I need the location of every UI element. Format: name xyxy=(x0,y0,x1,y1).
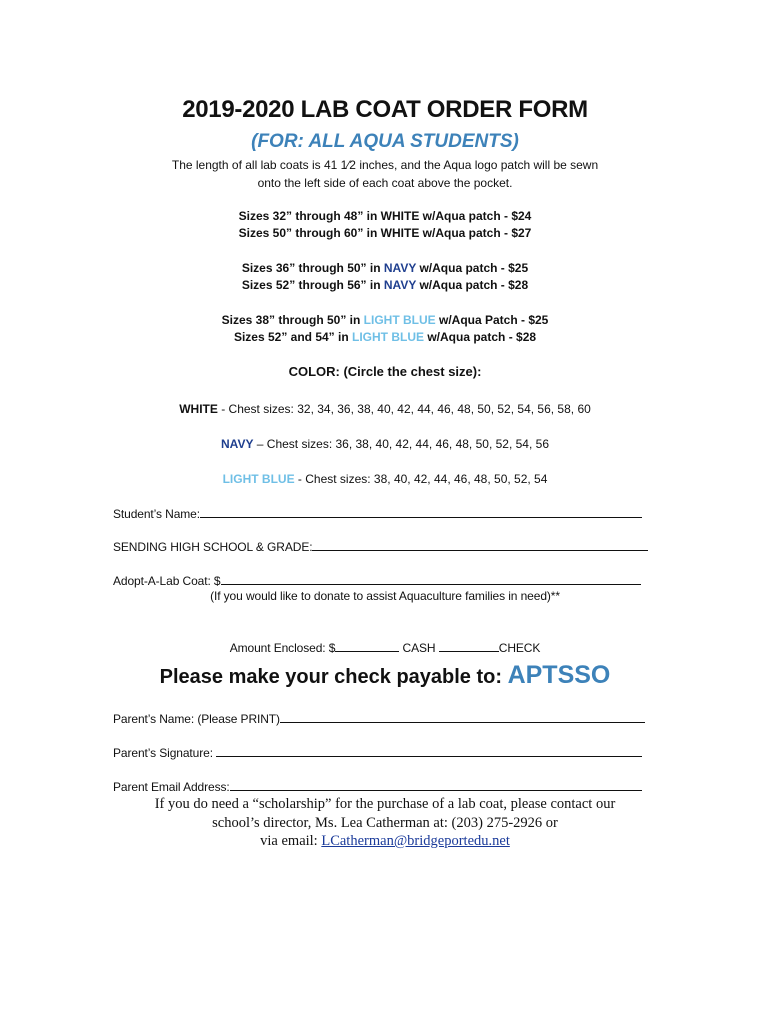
chest-label-white: WHITE xyxy=(179,402,218,416)
price-text: Sizes 52” and 54” in xyxy=(233,330,353,344)
parent-email-row xyxy=(113,779,642,794)
parent-email-field[interactable] xyxy=(230,779,642,791)
payable-line xyxy=(0,661,770,690)
student-name-row xyxy=(113,506,642,521)
price-text: w/Aqua patch - $28 xyxy=(424,330,537,344)
parent-signature-row xyxy=(113,745,642,760)
adopt-label: Adopt-A-Lab Coat: $ xyxy=(113,574,221,588)
price-navy-2 xyxy=(0,278,770,292)
color-name-navy: NAVY xyxy=(383,278,417,292)
color-name-lightblue: LIGHT BLUE xyxy=(352,330,425,344)
price-text: Sizes 50” through 60” in xyxy=(238,226,381,240)
price-navy-1 xyxy=(0,261,770,275)
color-name-white: WHITE xyxy=(380,226,420,240)
chest-sizes-navy xyxy=(0,437,770,451)
parent-signature-field[interactable] xyxy=(216,745,642,757)
chest-sizes-white xyxy=(0,402,770,416)
chest-sizes-text[interactable]: – Chest sizes: 36, 38, 40, 42, 44, 46, 48, 50, 52, 54, 56 xyxy=(253,437,549,451)
form-title: 2019-2020 LAB COAT ORDER FORM xyxy=(182,96,588,123)
student-name-label: Student’s Name: xyxy=(113,507,200,521)
price-white-2 xyxy=(0,226,770,240)
parent-name-field[interactable] xyxy=(280,711,645,723)
price-text: w/Aqua Patch - $25 xyxy=(435,313,549,327)
student-name-field[interactable] xyxy=(200,506,642,518)
price-text: Sizes 36” through 50” in xyxy=(241,261,384,275)
adopt-row xyxy=(113,573,641,588)
scholarship-line-3 xyxy=(0,833,770,850)
price-text: Sizes 32” through 48” in xyxy=(238,209,381,223)
price-lightblue-2 xyxy=(0,330,770,344)
school-grade-label: SENDING HIGH SCHOOL & GRADE: xyxy=(113,540,313,554)
check-label: CHECK xyxy=(498,641,541,655)
scholarship-line-2: school’s director, Ms. Lea Catherman at: (203) 275-2926 or xyxy=(212,815,558,831)
school-grade-field[interactable] xyxy=(312,539,648,551)
parent-name-row xyxy=(113,711,645,726)
payable-text: Please make your check payable to: xyxy=(159,666,508,688)
chest-label-lightblue: LIGHT BLUE xyxy=(222,472,295,486)
cash-field[interactable] xyxy=(439,640,499,652)
chest-sizes-lightblue xyxy=(0,472,770,486)
price-text: w/Aqua patch - $25 xyxy=(416,261,529,275)
price-text: w/Aqua patch - $27 xyxy=(419,226,532,240)
price-white-1 xyxy=(0,209,770,223)
adopt-amount-field[interactable] xyxy=(221,573,641,585)
intro-line-2: onto the left side of each coat above the pocket. xyxy=(257,176,513,190)
parent-name-label: Parent’s Name: (Please PRINT) xyxy=(113,712,280,726)
amount-label: Amount Enclosed: $ xyxy=(229,641,336,655)
price-lightblue-1 xyxy=(0,313,770,327)
color-name-navy: NAVY xyxy=(383,261,417,275)
chest-sizes-text[interactable]: - Chest sizes: 38, 40, 42, 44, 46, 48, 50, 52, 54 xyxy=(294,472,548,486)
price-text: w/Aqua patch - $24 xyxy=(419,209,532,223)
chest-label-navy: NAVY xyxy=(221,437,254,451)
price-text: Sizes 38” through 50” in xyxy=(221,313,364,327)
amount-field[interactable] xyxy=(335,640,399,652)
parent-signature-label: Parent’s Signature: xyxy=(113,746,217,760)
form-subtitle: (FOR: ALL AQUA STUDENTS) xyxy=(251,131,519,152)
scholarship-line-1: If you do need a “scholarship” for the purchase of a lab coat, please contact our xyxy=(154,796,616,812)
email-prefix: via email: xyxy=(260,833,322,849)
color-name-lightblue: LIGHT BLUE xyxy=(363,313,436,327)
adopt-note: (If you would like to donate to assist Aquaculture families in need)** xyxy=(210,589,560,603)
intro-line-1: The length of all lab coats is 41 1⁄2 inches, and the Aqua logo patch will be sewn xyxy=(171,158,599,172)
school-grade-row xyxy=(113,539,648,554)
price-text: Sizes 52” through 56” in xyxy=(241,278,384,292)
amount-row xyxy=(0,640,770,655)
chest-sizes-text[interactable]: - Chest sizes: 32, 34, 36, 38, 40, 42, 44, 46, 48, 50, 52, 54, 56, 58, 60 xyxy=(217,402,591,416)
parent-email-label: Parent Email Address: xyxy=(113,780,230,794)
payee-name: APTSSO xyxy=(507,661,611,689)
color-heading: COLOR: (Circle the chest size): xyxy=(288,364,482,379)
price-text: w/Aqua patch - $28 xyxy=(416,278,529,292)
cash-label: CASH xyxy=(399,641,439,655)
color-name-white: WHITE xyxy=(380,209,420,223)
director-email-link[interactable]: LCatherman@bridgeportedu.net xyxy=(321,833,510,849)
